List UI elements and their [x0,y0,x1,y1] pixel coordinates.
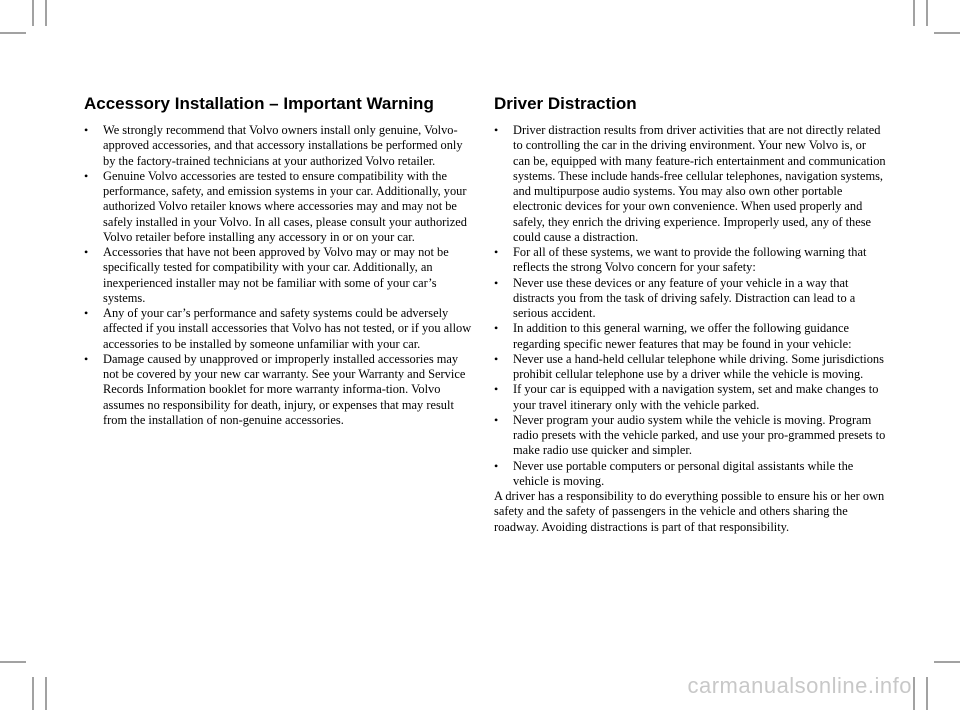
list-item [494,123,886,245]
list-item-text: Never use these devices or any feature of your vehicle in a way that distracts you from the task of driving safely. Distraction can lead to a serious accident. [513,275,856,320]
list-item-text: If your car is equipped with a navigation system, set and make changes to your travel itinerary only with the vehicle parked. [513,382,879,412]
list-item-text: Genuine Volvo accessories are tested to ensure compatibility with the performance, safety, and emission systems in your car. Additionally, your authorized Volvo retailer knows where accessories may and may not be safely installed in your Volvo. In all cases, please consult your authorized Volvo retailer before installing any accessory in or on your car. [103,168,467,244]
list-item [494,321,886,352]
list-item-text: Any of your car’s performance and safety systems could be adversely affected if you install accessories that Volvo has not tested, or if you allow accessories to be installed by someone unfamiliar with your car. [103,306,472,351]
bullet-icon: • [494,275,499,290]
bullet-icon: • [84,351,89,366]
bullet-icon: • [494,458,499,473]
driver-distraction-section [494,94,886,535]
closing-paragraph: A driver has a responsibility to do everything possible to ensure his or her own safety and the safety of passengers in the vehicle and others sharing the roadway. Avoiding distractions is part of that responsibility. [494,489,885,534]
list-item-text: Damage caused by unapproved or improperly installed accessories may not be covered by your new car warranty. See your Warranty and Service Records Information booklet for more warranty informa-tion. Volvo assumes no responsibility for death, injury, or expenses that may result from the installation of non-genuine accessories. [103,351,466,427]
bullet-icon: • [84,168,89,183]
list-item [494,352,886,383]
list-item-text: For all of these systems, we want to provide the following warning that reflects the strong Volvo concern for your safety: [513,245,867,275]
accessory-installation-list [84,123,472,428]
accessory-installation-heading: Accessory Installation – Important Warning [84,94,434,113]
list-item [84,352,472,428]
list-item [84,306,472,352]
bullet-icon: • [84,123,89,137]
bullet-icon: • [494,245,499,259]
list-item-text: We strongly recommend that Volvo owners install only genuine, Volvo-approved accessories, and that accessory installations be performed only by the factory-trained technicians at your authorized Volvo retailer. [103,123,463,168]
bullet-icon: • [494,123,499,137]
list-item-text: Driver distraction results from driver activities that are not directly related to controlling the car in the driving environment. Your new Volvo is, or can be, equipped with many feature-rich entertainment and communication systems. These include hands-free cellular telephones, navigation systems, and multipurpose audio systems. You may also own other portable electronic devices for your own convenience. When used properly and safely, they enrich the driving experience. Improperly used, any of these could cause a distraction. [513,123,886,244]
list-item-text: Never use portable computers or personal digital assistants while the vehicle is moving. [513,458,854,488]
list-item-text: In addition to this general warning, we offer the following guidance regarding specific newer features that may be found in your vehicle: [513,321,852,351]
bullet-icon: • [84,306,89,320]
bullet-icon: • [494,351,499,366]
list-item [494,459,886,490]
watermark: carmanualsonline.info [687,673,912,698]
list-item [84,169,472,245]
accessory-installation-section [84,94,472,428]
list-item-text: Never program your audio system while the vehicle is moving. Program radio presets with the vehicle parked, and use your pro-grammed presets to make radio use quicker and simpler. [513,412,886,458]
bullet-icon: • [494,382,499,397]
list-item [494,382,886,413]
list-item [84,245,472,306]
list-item-text: Never use a hand-held cellular telephone while driving. Some jurisdictions prohibit cellular telephone use by a driver while the vehicle is moving. [513,351,884,381]
bullet-icon: • [84,245,89,259]
bullet-icon: • [494,321,499,336]
list-item [84,123,472,169]
list-item [494,413,886,459]
list-item [494,276,886,322]
list-item-text: Accessories that have not been approved by Volvo may or may not be specifically tested for compatibility with your car. Additionally, an inexperienced installer may not be familiar with some of your car’s systems. [103,245,449,305]
driver-distraction-list [494,123,886,489]
bullet-icon: • [494,412,499,427]
list-item [494,245,886,276]
driver-distraction-heading: Driver Distraction [494,94,637,113]
